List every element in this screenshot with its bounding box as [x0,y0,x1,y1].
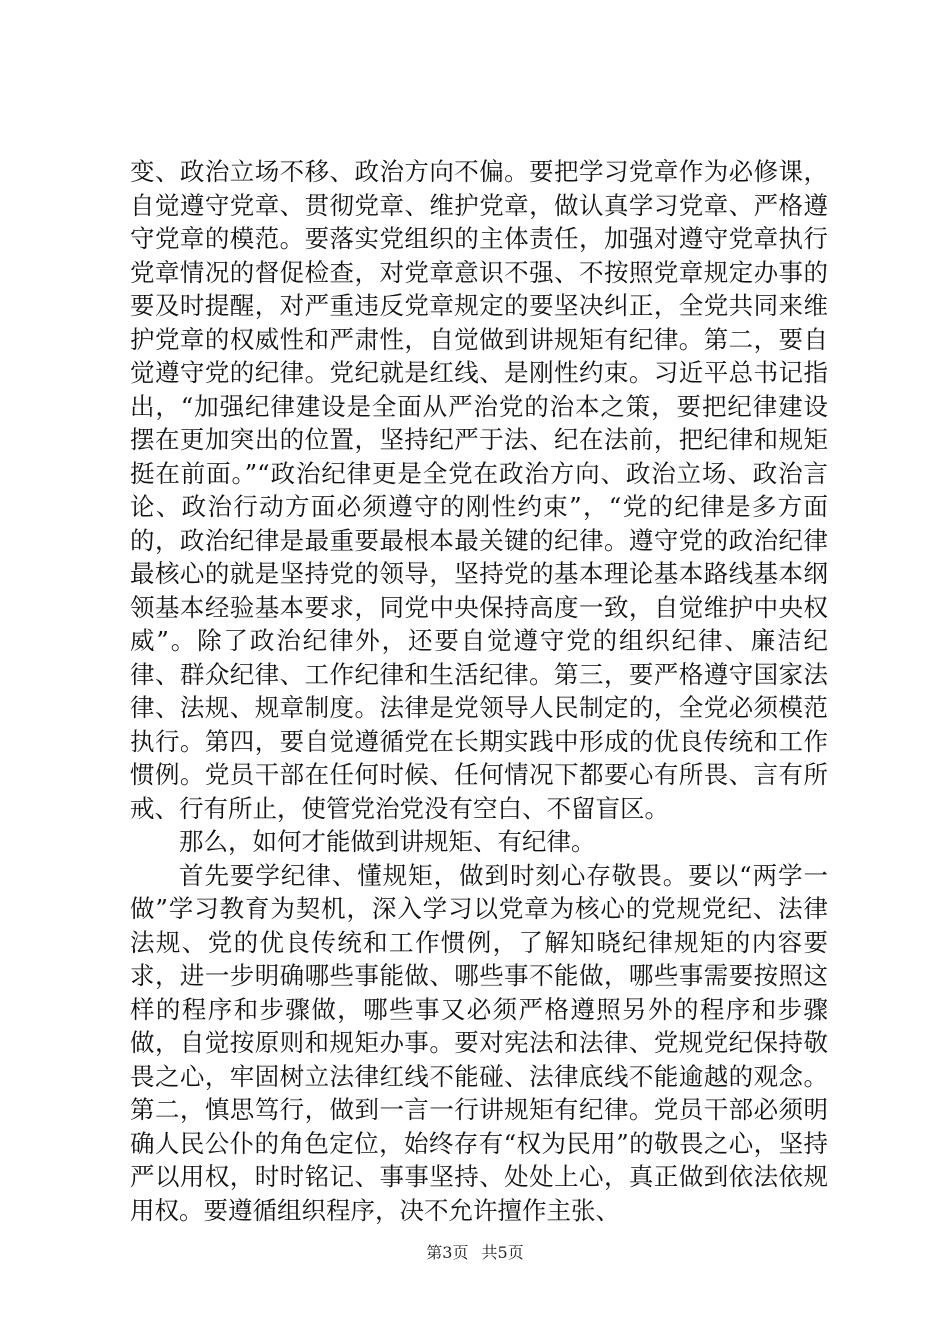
paragraph-2: 那么，如何才能做到讲规矩、有纪律。 [179,827,596,856]
page-footer [0,1240,950,1263]
page-total: 共5页 [481,1243,524,1262]
document-body [130,155,828,1227]
paragraph-1: 变、政治立场不移、政治方向不偏。要把学习党章作为必修课，自觉遵守党章、贯彻党章、维护党章，做认真学习党章、严格遵守党章的模范。要落实党组织的主体责任，加强对遵守党章执行党章情况的督促检查，对党章意识不强、不按照党章规定办事的要及时提醒，对严重违反党章规定的要坚决纠正，全党共同来维护党章的权威性和严肃性，自觉做到讲规矩有纪律。第二，要自觉遵守党的纪律。党纪就是红线、是刚性约束。习近平总书记指出，“加强纪律建设是全面从严治党的治本之策，要把纪律建设摆在更加突出的位置，坚持纪严于法、纪在法前，把纪律和规矩挺在前面。”“政治纪律更是全党在政治方向、政治立场、政治言论、政治行动方面必须遵守的刚性约束”，“党的纪律是多方面的，政治纪律是最重要最根本最关键的纪律。遵守党的政治纪律最核心的就是坚持党的领导，坚持党的基本理论基本路线基本纲领基本经验基本要求，同党中央保持高度一致，自觉维护中央权威”。除了政治纪律外，还要自觉遵守党的组织纪律、廉洁纪律、群众纪律、工作纪律和生活纪律。第三，要严格遵守国家法律、法规、规章制度。法律是党领导人民制定的，全党必须模范执行。第四，要自觉遵循党在长期实践中形成的优良传统和工作惯例。党员干部在任何时候、任何情况下都要心有所畏、言有所戒、行有所止，使管党治党没有空白、不留盲区。 [130,157,828,823]
page-number: 第3页 [426,1243,469,1262]
paragraph-3: 首先要学纪律、懂规矩，做到时刻心存敬畏。要以“两学一做”学习教育为契机，深入学习以党章为核心的党规党纪、法律法规、党的优良传统和工作惯例，了解知晓纪律规矩的内容要求，进一步明确哪些事能做、哪些事不能做，哪些事需要按照这样的程序和步骤做，哪些事又必须严格遵照另外的程序和步骤做，自觉按原则和规矩办事。要对宪法和法律、党规党纪保持敬畏之心，牢固树立法律红线不能碰、法律底线不能逾越的观念。第二，慎思笃行，做到一言一行讲规矩有纪律。党员干部必须明确人民公仆的角色定位，始终存有“权为民用”的敬畏之心，坚持严以用权，时时铭记、事事坚持、处处上心，真正做到依法依规用权。要遵循组织程序，决不允许擅作主张、 [130,860,828,1225]
